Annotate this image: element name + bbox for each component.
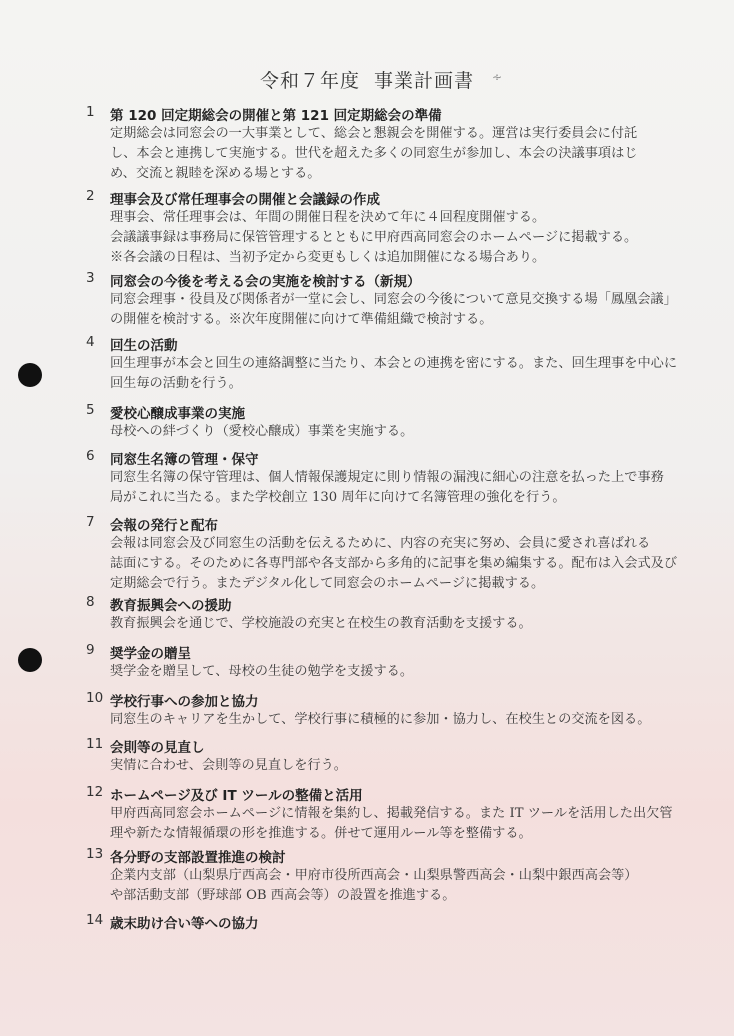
plan-item-number: 7 xyxy=(86,514,95,530)
plan-item-line: 定期総会で行う。またデジタル化して同窓会のホームページに掲載する。 xyxy=(110,576,545,591)
plan-item-body xyxy=(110,710,715,730)
plan-item-heading: 会報の発行と配布 xyxy=(110,518,218,534)
plan-item-body xyxy=(110,124,715,184)
plan-item-heading: 教育振興会への援助 xyxy=(110,598,232,614)
plan-item-line: 母校への絆づくり（愛校心醸成）事業を実施する。 xyxy=(110,424,414,439)
plan-item-line: 同窓生のキャリアを生かして、学校行事に積極的に参加・協力し、在校生との交流を図る。 xyxy=(110,712,651,727)
plan-item-number: 13 xyxy=(86,846,104,862)
plan-item-body xyxy=(110,662,715,682)
plan-item-heading: 理事会及び常任理事会の開催と会議録の作成 xyxy=(110,192,380,208)
plan-item-heading: 愛校心醸成事業の実施 xyxy=(110,406,245,422)
plan-item-line: 理事会、常任理事会は、年間の開催日程を決めて年に４回程度開催する。 xyxy=(110,210,546,225)
plan-item-body xyxy=(110,614,715,634)
plan-item-line: 会報は同窓会及び同窓生の活動を伝えるために、内容の充実に努め、会員に愛され喜ばれる xyxy=(110,536,651,551)
plan-item-line: 理や新たな情報循環の形を推進する。併せて運用ルール等を整備する。 xyxy=(110,826,532,841)
plan-item-number: 3 xyxy=(86,270,95,286)
plan-item-number: 12 xyxy=(86,784,104,800)
plan-item-body xyxy=(110,866,715,906)
plan-item-body xyxy=(110,804,715,844)
plan-item-line: 奨学金を贈呈して、母校の生徒の勉学を支援する。 xyxy=(110,664,414,679)
document-title xyxy=(0,66,734,93)
plan-item-line: 実情に合わせ、会則等の見直しを行う。 xyxy=(110,758,347,773)
plan-item-line: 会議議事録は事務局に保管管理するとともに甲府西高同窓会のホームページに掲載する。 xyxy=(110,230,638,245)
stamp-mark: ∻ xyxy=(492,70,503,84)
plan-item-heading: 奨学金の贈呈 xyxy=(110,646,191,662)
plan-item-number: 5 xyxy=(86,402,95,418)
plan-item-line: 同窓生名簿の保守管理は、個人情報保護規定に則り情報の漏洩に細心の注意を払った上で事務 xyxy=(110,470,664,485)
plan-item-heading: ホームページ及び IT ツールの整備と活用 xyxy=(110,788,363,804)
plan-item-body xyxy=(110,468,715,508)
plan-item-line: の開催を検討する。※次年度開催に向けて準備組織で検討する。 xyxy=(110,312,493,327)
plan-item-line: 同窓会理事・役員及び関係者が一堂に会し、同窓会の今後について意見交換する場「鳳凰会議」 xyxy=(110,292,677,307)
plan-item-number: 9 xyxy=(86,642,95,658)
plan-item-number: 8 xyxy=(86,594,95,610)
plan-item-heading: 学校行事への参加と協力 xyxy=(110,694,259,710)
plan-item-number: 10 xyxy=(86,690,104,706)
title-year: 令和７年度 xyxy=(259,70,360,92)
plan-item-line: 甲府西高同窓会ホームページに情報を集約し、掲載発信する。また IT ツールを活用した出欠管 xyxy=(110,806,673,821)
plan-item-body xyxy=(110,354,715,394)
plan-item-body xyxy=(110,208,715,268)
punch-hole-top xyxy=(18,363,42,387)
plan-item-line: ※各会議の日程は、当初予定から変更もしくは追加開催になる場合あり。 xyxy=(110,250,546,265)
plan-item-number: 1 xyxy=(86,104,95,120)
plan-item-line: 企業内支部（山梨県庁西高会・甲府市役所西高会・山梨県警西高会・山梨中銀西高会等） xyxy=(110,868,638,883)
plan-item-number: 11 xyxy=(86,736,104,752)
plan-item-heading: 会則等の見直し xyxy=(110,740,205,756)
plan-item-number: 2 xyxy=(86,188,95,204)
plan-item-heading: 第 120 回定期総会の開催と第 121 回定期総会の準備 xyxy=(110,108,442,124)
plan-item-line: 誌面にする。そのために各専門部や各支部から多角的に記事を集め編集する。配布は入会式及び xyxy=(110,556,678,571)
plan-item-heading: 回生の活動 xyxy=(110,338,178,354)
punch-hole-bottom xyxy=(18,648,42,672)
plan-item-heading: 同窓会の今後を考える会の実施を検討する（新規） xyxy=(110,274,421,290)
plan-item-body xyxy=(110,534,715,594)
plan-item-line: 定期総会は同窓会の一大事業として、総会と懇親会を開催する。運営は実行委員会に付託 xyxy=(110,126,638,141)
plan-item-number: 4 xyxy=(86,334,95,350)
plan-item-line: や部活動支部（野球部 OB 西高会等）の設置を推進する。 xyxy=(110,888,456,903)
plan-item-line: 回生理事が本会と回生の連絡調整に当たり、本会との連携を密にする。また、回生理事を中心に xyxy=(110,356,678,371)
title-plan: 事業計画書 xyxy=(374,70,475,92)
plan-item-heading: 同窓生名簿の管理・保守 xyxy=(110,452,259,468)
plan-item-line: 局がこれに当たる。また学校創立 130 周年に向けて名簿管理の強化を行う。 xyxy=(110,490,566,505)
plan-item-body xyxy=(110,756,715,776)
plan-item-heading: 各分野の支部設置推進の検討 xyxy=(110,850,286,866)
plan-item-number: 6 xyxy=(86,448,95,464)
plan-item-line: 教育振興会を通じで、学校施設の充実と在校生の教育活動を支援する。 xyxy=(110,616,532,631)
plan-item-line: め、交流と親睦を深める場とする。 xyxy=(110,166,321,181)
plan-item-body xyxy=(110,422,715,442)
plan-item-heading: 歳末助け合い等への協力 xyxy=(110,916,259,932)
plan-item-body xyxy=(110,290,715,330)
plan-item-line: 回生毎の活動を行う。 xyxy=(110,376,242,391)
plan-item-line: し、本会と連携して実施する。世代を超えた多くの同窓生が参加し、本会の決議事項はじ xyxy=(110,146,638,161)
plan-item-number: 14 xyxy=(86,912,104,928)
